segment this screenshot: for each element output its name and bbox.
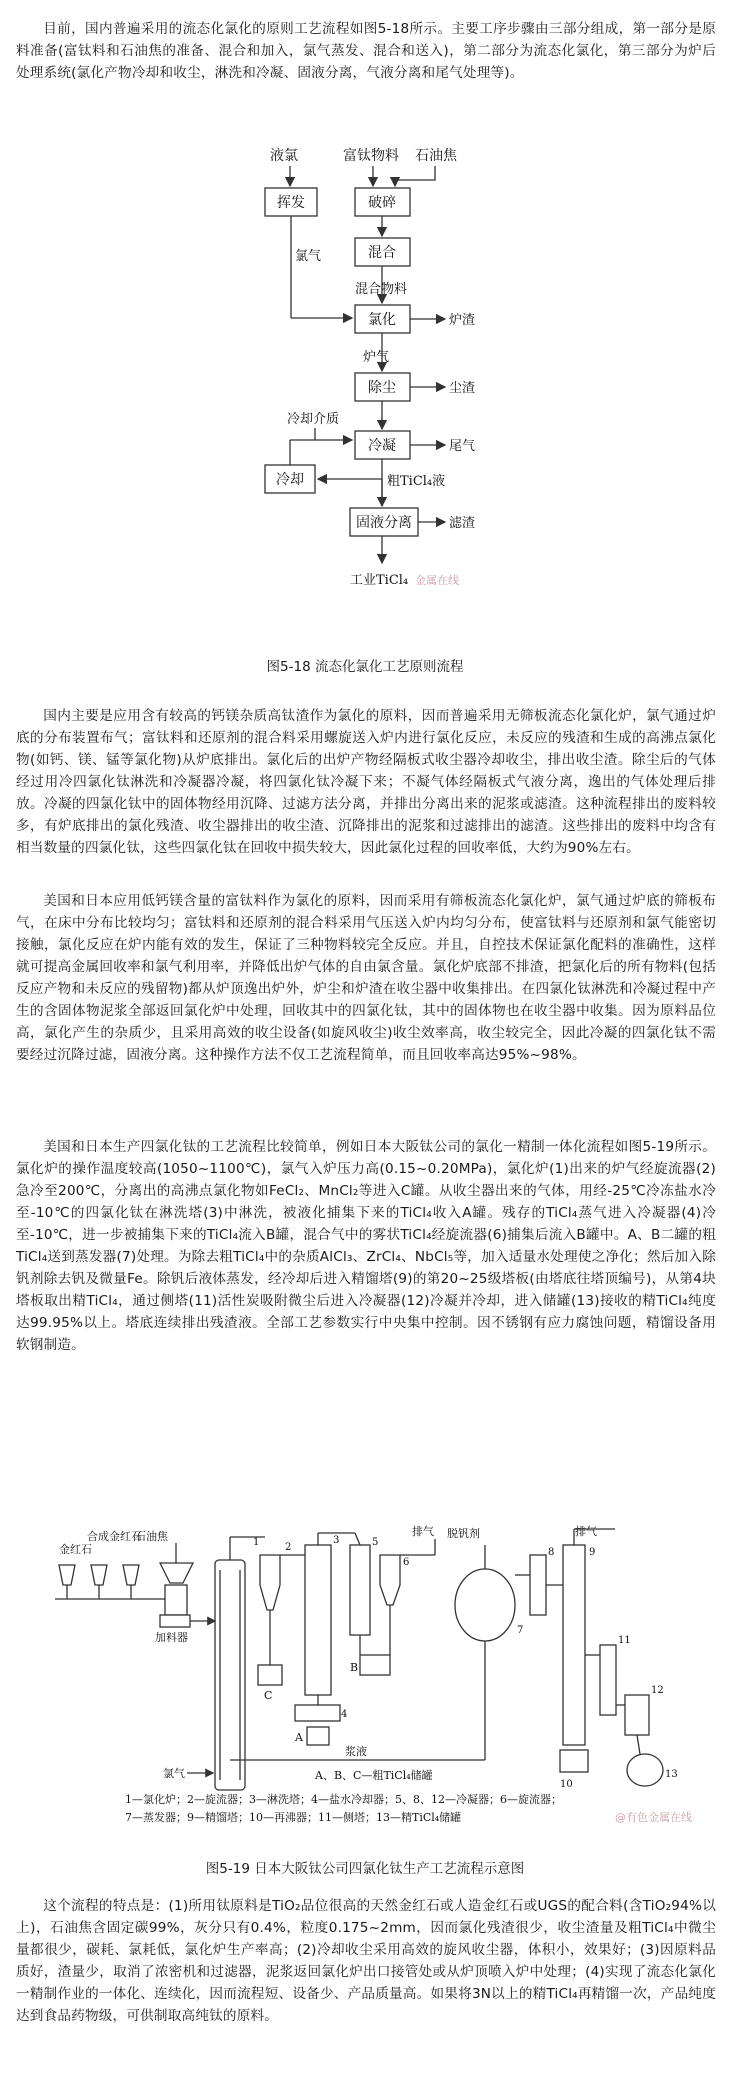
output-furnace-slag: 炉渣 — [449, 313, 476, 328]
paragraph-domestic: 国内主要是应用含有较高的钙镁杂质高钛渣作为氯化的原料，因而普遍采用无筛板流态化氯化炉，氯气通过炉底的分布装置布气；富钛料和还原剂的混合料采用螺旋送入炉内进行氯化反应，未反应的残渣和生成的高沸点氯化物(如钙、镁、锰等氯化物)从炉底排出。氯化后的出炉产物经隔板式收尘器冷却收尘，排出收尘渣。除尘后的气体经过用冷四氯化钛淋洗和冷凝器冷凝，将四氯化钛冷凝下来；不凝气体经隔板式气液分离，逸出的气体处理后排放。冷凝的四氯化钛中的固体物经用沉降、过滤方法分离，并排出分离出来的泥浆或滤渣。这种流程排出的废料较多，有炉底排出的氯化残渣、收尘器排出的收尘渣、沉降排出的泥浆和过滤排出的滤渣。这些排出的废料中均含有相当数量的四氯化钛，这些四氯化钛在回收中损失较大，因此氯化过程的回收率低，大约为90%左右。 — [16, 708, 716, 856]
scrubber-3 — [280, 1533, 355, 1695]
callout-13: 13 — [665, 1769, 678, 1780]
caption-fig-5-19: 图5-19 日本大阪钛公司四氯化钛生产工艺流程示意图 — [205, 1861, 525, 1877]
label-coolant: 冷却介质 — [287, 412, 340, 427]
brine-cooler-4 — [295, 1695, 340, 1721]
output-filter-slag: 滤渣 — [449, 516, 476, 531]
tank-a-label: A — [295, 1731, 303, 1744]
callout-12: 12 — [651, 1685, 664, 1696]
tank-a — [294, 1727, 329, 1745]
input-liquid-chlorine: 液氯 — [270, 148, 298, 164]
label-chlorine-gas-input: 氯气 — [163, 1767, 185, 1780]
process-diagram-5-19 — [15, 1515, 715, 1845]
output-tail-gas: 尾气 — [449, 439, 476, 454]
tank-c-label: C — [264, 1689, 273, 1702]
paragraph-features: 这个流程的特点是：(1)所用钛原料是TiO₂品位很高的天然金红石或人造金红石或UGS的配合料(含TiO₂94%以上)，石油焦含固定碳99%，灰分只有0.4%，粒度0.175~2mm，因而氯化残渣很少，收尘渣量及粗TiCl₄中微尘量都很少，碳耗、氯耗低，氯化炉生产率高；(2)冷却收尘采用高效的旋风收尘器，体积小，效果好；(3)因原料品质好，渣量少，取消了浓密机和过滤器，泥浆返回氯化炉出口接管处或从炉顶喷入炉中处理；(4)实现了流态化氯化一精制作业的一体化、连续化，因而流程短、设备少、产品质量高。如果将3N以上的精TiCl₄再精馏一次，产品纯度达到食品药物级，可供制取高纯钛的原料。 — [16, 1898, 716, 2024]
cyclone-2 — [260, 1555, 280, 1665]
box-cool-label: 冷却 — [276, 472, 304, 488]
label-slurry: 浆液 — [345, 1745, 367, 1758]
box-condense-label: 冷凝 — [368, 438, 396, 454]
callout-4: 4 — [341, 1709, 348, 1720]
paragraph-osaka-process: 美国和日本生产四氯化钛的工艺流程比较简单，例如日本大阪钛公司的氯化一精制一体化流程如图5-19所示。氯化炉的操作温度较高(1050~1100℃)，氯气入炉压力高(0.15~0.20MPa)，氯化炉(1)出来的炉气经旋流器(2)急冷至200℃，分离出的高沸点氯化物如FeCl₂、MnCl₂等进入C罐。从收尘器出来的气体，用经-25℃冷冻盐水冷至-10℃的四氯化钛在淋洗塔(3)中淋洗，被液化捕集下来的TiCl₄收入A罐。残存的TiCl₄蒸气进入冷凝器(4)冷至-10℃，进一步被捕集下来的TiCl₄流入B罐，混合气中的雾状TiCl₄经旋流器(6)捕集后流入B罐中。A、B二罐的粗TiCl₄送到蒸发器(7)处理。为除去粗TiCl₄中的杂质AlCl₃、ZrCl₄、NbCl₅等，加入适量水处理使之净化；然后加入除钒剂除去钒及微量Fe。除钒后液体蒸发，经冷却后进入精馏塔(9)的第20~25级塔板(由塔底往塔顶编号)，从第4块塔板取出精TiCl₄，通过侧塔(11)活性炭吸附微尘后进入冷凝器(12)冷凝并冷却，进入储罐(13)接收的精TiCl₄纯度达99.95%以上。塔底连续排出残渣液。全部工艺参数实行中央集中控制。因不锈钢有应力腐蚀问题，精馏设备用软钢制造。 — [16, 1139, 716, 1353]
tank-b-label: B — [350, 1661, 359, 1674]
input-petroleum-coke: 石油焦 — [415, 148, 457, 164]
box-chlorinate-label: 氯化 — [368, 312, 396, 328]
label-exhaust-1: 排气 — [412, 1525, 434, 1538]
chlorination-furnace-1 — [190, 1537, 265, 1790]
label-rutile: 金红石 — [59, 1543, 92, 1556]
watermark-fig1: 金属在线 — [415, 574, 459, 587]
watermark-fig2: @有色金属在线 — [615, 1811, 692, 1824]
legend-line-1: 1—氯化炉；2—旋流器；3—淋洗塔；4—盐水冷却器；5、8、12—冷凝器；6—旋流器； — [125, 1793, 562, 1806]
paragraph-us-japan: 美国和日本应用低钙镁含量的富钛料作为氯化的原料，因而采用有筛板流态化氯化炉，氯气通过炉底的筛板布气，在床中分布比较均匀；富钛料和还原剂的混合料采用气压送入炉内均匀分布，使富钛料与还原剂和氯气能密切接触，氯化反应在炉内能有效的发生，保证了三种物料较完全反应。并且，自控技术保证氯化配料的准确性，这样就可提高金属回收率和氯气利用率，并降低出炉气体的自由氯含量。氯化炉底部不排渣，把氯化后的所有物料(包括反应产物和未反应的残留物)都从炉顶逸出炉外，炉尘和炉渣在收尘器中收集排出。在四氯化钛淋洗和冷凝过程中产生的含固体物泥浆全部返回氯化炉中处理，回收其中的四氯化钛，其中的固体物也在收尘器中收集。因为原料品位高，氯化产生的杂质少，且采用高效的收尘设备(如旋风收尘)收尘效率高，收尘较完全，因此冷凝的四氯化钛不需要经过沉降过滤，固液分离。这种操作方法不仅工艺流程简单，而且回收率高达95%~98%。 — [16, 893, 716, 1063]
product-tank-13 — [627, 1735, 663, 1786]
label-tanks-note: A、B、C—粗TiCl₄储罐 — [315, 1769, 433, 1782]
callout-1: 1 — [253, 1537, 260, 1548]
callout-8: 8 — [548, 1547, 555, 1558]
evaporator-7 — [455, 1545, 515, 1660]
condenser-5 — [350, 1533, 370, 1635]
label-devanadium: 脱钒剂 — [447, 1527, 480, 1540]
label-feeder: 加料器 — [155, 1631, 188, 1644]
label-mixed-material: 混合物料 — [355, 282, 408, 297]
label-crude-ticl4: 粗TiCl₄液 — [387, 474, 446, 489]
condenser-8 — [515, 1555, 546, 1615]
callout-9: 9 — [589, 1547, 596, 1558]
flowchart-5-18 — [255, 138, 505, 643]
tank-c — [258, 1665, 282, 1702]
box-dust-removal-label: 除尘 — [368, 380, 396, 396]
box-crush-label: 破碎 — [368, 195, 396, 211]
callout-10: 10 — [560, 1779, 573, 1790]
label-chlorine-gas: 氯气 — [295, 249, 322, 264]
callout-2: 2 — [285, 1542, 292, 1553]
raw-material-hoppers — [55, 1565, 165, 1599]
cyclone-6 — [380, 1555, 400, 1605]
caption-fig-5-18: 图5-18 流态化氯化工艺原则流程 — [266, 659, 464, 675]
reboiler-10 — [560, 1750, 588, 1772]
condenser-12 — [616, 1695, 649, 1735]
box-evaporate-label: 挥发 — [277, 195, 305, 211]
figure-5-19 — [15, 1515, 715, 1845]
label-exhaust-2: 排气 — [575, 1525, 597, 1538]
label-synthetic-rutile: 合成金红石 — [87, 1530, 142, 1543]
callout-11: 11 — [618, 1635, 631, 1646]
callout-7: 7 — [517, 1625, 524, 1636]
input-ti-rich-material: 富钛物料 — [343, 148, 399, 164]
output-dust-slag: 尘渣 — [449, 381, 476, 396]
callout-6: 6 — [403, 1557, 410, 1568]
figure-5-18 — [255, 138, 505, 643]
label-industrial-ticl4: 工业TiCl₄ — [350, 573, 409, 588]
label-furnace-gas: 炉气 — [363, 350, 390, 365]
callout-5: 5 — [372, 1537, 379, 1548]
label-petcoke: 石油焦 — [135, 1530, 168, 1543]
callout-3: 3 — [333, 1535, 340, 1546]
box-mix-label: 混合 — [368, 245, 396, 261]
legend-line-2: 7—蒸发器；9—精馏塔；10—再沸器；11—侧塔；13—精TiCl₄储罐 — [125, 1811, 462, 1824]
feeder-unit — [155, 1543, 193, 1644]
box-solid-liquid-label: 固液分离 — [356, 515, 412, 531]
side-column-11 — [585, 1645, 616, 1715]
paragraph-intro: 目前，国内普遍采用的流态化氯化的原则工艺流程如图5-18所示。主要工序步骤由三部分组成，第一部分是原料准备(富钛料和石油焦的准备、混合和加入，氯气蒸发、混合和送入)，第二部分为流态化氯化，第三部分为炉后处理系统(氯化产物冷却和收尘，淋洗和冷凝、固液分离，气液分离和尾气处理等)。 — [16, 21, 716, 81]
